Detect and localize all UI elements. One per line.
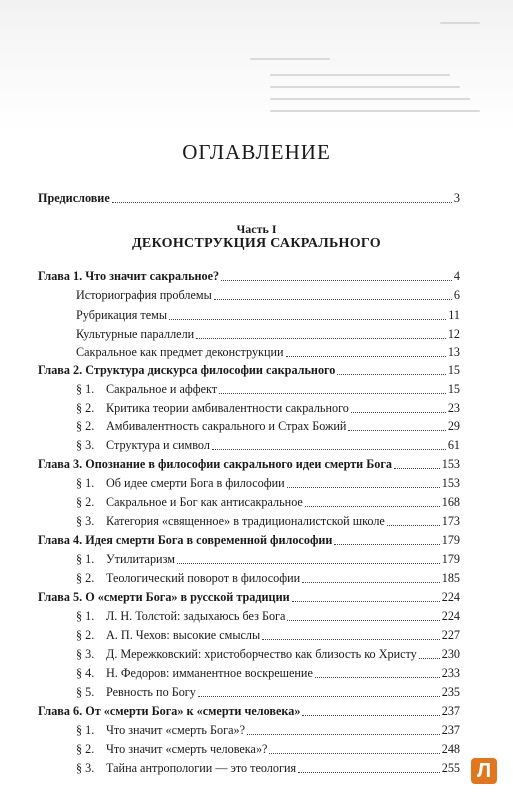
toc-section (76, 475, 460, 491)
toc-section (76, 722, 460, 738)
toc-section-label: Сакральное и Бог как антисакральное (106, 495, 303, 509)
dot-leader (287, 619, 439, 621)
toc-section (76, 665, 460, 681)
toc-section-number: § 1. (76, 476, 95, 490)
toc-section-number: § 2. (76, 401, 95, 415)
toc-section (76, 287, 460, 303)
toc-section (76, 608, 460, 624)
dot-leader (292, 600, 440, 602)
toc-section-page: 168 (441, 495, 460, 509)
toc-section (76, 326, 460, 342)
dot-leader (305, 505, 440, 507)
toc-section (76, 307, 460, 323)
dot-leader (302, 714, 439, 716)
dot-leader (269, 752, 439, 754)
dot-leader (287, 486, 440, 488)
toc-chapter (38, 703, 460, 719)
part-number: Часть I (236, 222, 277, 236)
dot-leader (196, 337, 446, 339)
toc-section-number: § 4. (76, 666, 95, 680)
ghost-line (440, 22, 480, 24)
toc-section (76, 418, 460, 434)
toc-chapter-label: Глава 6. От «смерти Бога» к «смерти человека» (38, 704, 301, 718)
toc-section-number: § 3. (76, 514, 95, 528)
ghost-line (270, 110, 480, 112)
toc-chapter-page: 15 (447, 363, 460, 377)
toc-section-page: 29 (447, 419, 460, 433)
toc-section-page: 227 (441, 628, 460, 642)
dot-leader (262, 638, 440, 640)
dot-leader (337, 373, 445, 375)
toc-section-page: 6 (453, 288, 460, 302)
toc-section-page: 61 (447, 438, 460, 452)
toc-section (76, 494, 460, 510)
dot-leader (286, 355, 446, 357)
dot-leader (315, 676, 440, 678)
ghost-line (250, 58, 330, 60)
dot-leader (212, 448, 446, 450)
dot-leader (198, 695, 440, 697)
dot-leader (419, 657, 440, 659)
toc-chapter (38, 456, 460, 472)
toc-section-label: Об идее смерти Бога в философии (106, 476, 285, 490)
toc-section (76, 646, 460, 662)
toc-section-label: Сакральное и аффект (106, 382, 218, 396)
toc-section (76, 400, 460, 416)
toc-chapter-label: Глава 4. Идея смерти Бога в современной философии (38, 533, 333, 547)
dot-leader (112, 201, 452, 203)
toc-section-page: 237 (441, 723, 460, 737)
toc-section-number: § 3. (76, 761, 95, 775)
toc-section-label: Утилитаризм (106, 552, 175, 566)
toc-section (76, 381, 460, 397)
dot-leader (247, 733, 440, 735)
toc-section-label: Рубрикация темы (76, 308, 168, 322)
toc-section-page: 185 (441, 571, 460, 585)
toc-section (76, 741, 460, 757)
toc-section-page: 233 (441, 666, 460, 680)
toc-section (76, 570, 460, 586)
ghost-line (270, 74, 450, 76)
dot-leader (348, 429, 445, 431)
toc-section-label: Д. Мережковский: христоборчество как близость ко Христу (106, 647, 417, 661)
toc-chapter-page: 179 (441, 533, 460, 547)
dot-leader (221, 279, 452, 281)
toc-section-page: 224 (441, 609, 460, 623)
toc-section-label: Ревность по Богу (106, 685, 196, 699)
toc-chapter (38, 268, 460, 284)
toc-section-number: § 2. (76, 495, 95, 509)
dot-leader (351, 411, 446, 413)
toc-section-number: § 2. (76, 571, 95, 585)
toc-section-page: 153 (441, 476, 460, 490)
bleed-through-area (0, 0, 513, 130)
toc-section-page: 230 (441, 647, 460, 661)
dot-leader (387, 524, 440, 526)
toc-chapter-label: Глава 3. Опознание в философии сакрального идеи смерти Бога (38, 457, 393, 471)
toc-section-label: Теологический поворот в философии (106, 571, 301, 585)
toc-section-page: 23 (447, 401, 460, 415)
toc-chapter (38, 532, 460, 548)
dot-leader (298, 771, 440, 773)
toc-section-page: 173 (441, 514, 460, 528)
toc-preface-label: Предисловие (38, 191, 110, 205)
dot-leader (214, 298, 452, 300)
toc-section-label: Структура и символ (106, 438, 210, 452)
toc-section-label: Л. Н. Толстой: задыхаюсь без Бога (106, 609, 286, 623)
toc-section (76, 684, 460, 700)
toc-section-label: Критика теории амбивалентности сакрального (106, 401, 349, 415)
toc-section-page: 11 (448, 308, 460, 322)
dot-leader (219, 392, 446, 394)
ghost-line (270, 86, 460, 88)
dot-leader (394, 467, 440, 469)
toc-section-label: Что значит «смерть человека»? (106, 742, 268, 756)
toc-section-label: А. П. Чехов: высокие смыслы (106, 628, 261, 642)
toc-chapter-page: 224 (441, 590, 460, 604)
toc-section-page: 235 (441, 685, 460, 699)
dot-leader (177, 562, 440, 564)
toc-preface-page: 3 (453, 191, 460, 205)
page-title: ОГЛАВЛЕНИЕ (182, 140, 331, 164)
toc-section (76, 551, 460, 567)
toc-chapter-page: 153 (441, 457, 460, 471)
toc-section (76, 344, 460, 360)
toc-section-number: § 1. (76, 723, 95, 737)
toc-chapter-label: Глава 1. Что значит сакральное? (38, 269, 220, 283)
toc-section-number: § 2. (76, 419, 95, 433)
toc-section-number: § 1. (76, 609, 95, 623)
toc-section-number: § 5. (76, 685, 95, 699)
toc-section-number: § 1. (76, 552, 95, 566)
toc-chapter-label: Глава 2. Структура дискурса философии сакрального (38, 363, 336, 377)
toc-section-label: Сакральное как предмет деконструкции (76, 345, 284, 359)
toc-section (76, 627, 460, 643)
toc-chapter-page: 237 (441, 704, 460, 718)
part-title: ДЕКОНСТРУКЦИЯ САКРАЛЬНОГО (132, 236, 381, 251)
toc-section (76, 513, 460, 529)
toc-section-label: Категория «священное» в традиционалистской школе (106, 514, 385, 528)
toc-section-label: Н. Федоров: имманентное воскрешение (106, 666, 313, 680)
toc-section-number: § 1. (76, 382, 95, 396)
toc-section-label: Культурные параллели (76, 327, 195, 341)
toc-section-page: 179 (441, 552, 460, 566)
toc-chapter-label: Глава 5. О «смерти Бога» в русской традиции (38, 590, 290, 604)
toc-section-label: Что значит «смерть Бога»? (106, 723, 246, 737)
toc-chapter (38, 589, 460, 605)
dot-leader (302, 581, 440, 583)
toc-section-page: 12 (447, 327, 460, 341)
toc-section-page: 15 (447, 382, 460, 396)
toc-section-label: Историография проблемы (76, 288, 212, 302)
toc-section-label: Тайна антропологии — это теология (106, 761, 297, 775)
toc-section-page: 248 (441, 742, 460, 756)
toc-chapter (38, 362, 460, 378)
toc-chapter-page: 4 (453, 269, 460, 283)
toc-section-number: § 2. (76, 628, 95, 642)
ghost-line (270, 98, 470, 100)
toc-section-page: 13 (447, 345, 460, 359)
labirint-logo: Л (471, 758, 497, 784)
toc-section (76, 437, 460, 453)
toc-section-number: § 3. (76, 438, 95, 452)
toc-section-number: § 3. (76, 647, 95, 661)
toc-section (76, 760, 460, 776)
toc-section-number: § 2. (76, 742, 95, 756)
toc-preface (38, 190, 460, 206)
toc-section-page: 255 (441, 761, 460, 775)
dot-leader (334, 543, 439, 545)
dot-leader (169, 318, 446, 320)
toc-section-label: Амбивалентность сакрального и Страх Божий (106, 419, 347, 433)
